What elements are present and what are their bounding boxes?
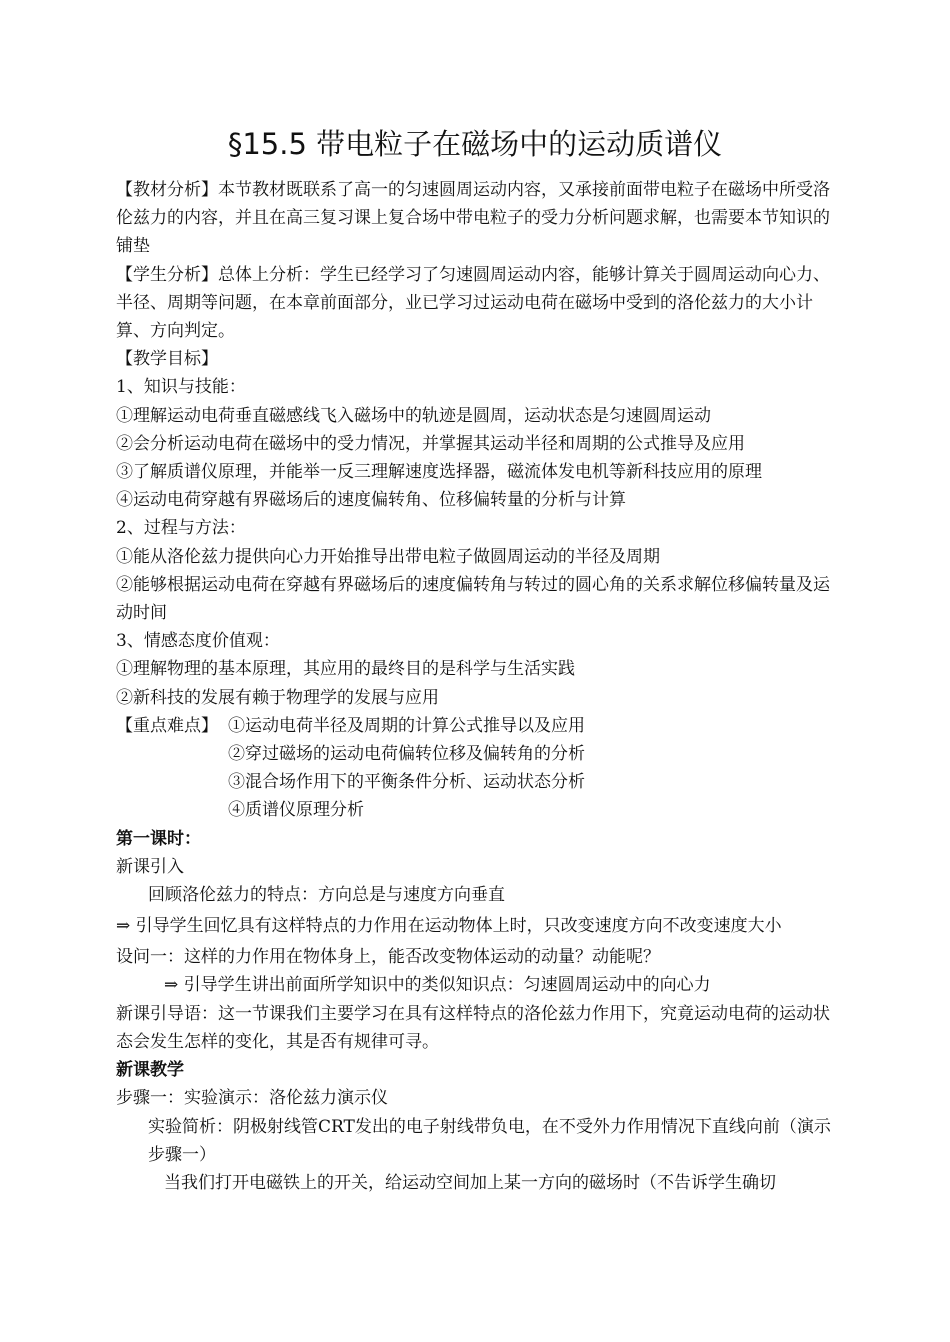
intro-heading: 新课引入 xyxy=(116,856,184,877)
experiment-brief: 实验简析：阴极射线管CRT发出的电子射线带负电，在不受外力作用情况下直线向前（演示步骤一） xyxy=(148,1116,831,1165)
step-text: 步骤一：实验演示：洛伦兹力演示仪 xyxy=(116,1088,388,1109)
goal1-heading: 1、知识与技能： xyxy=(116,377,246,398)
teaching-heading: 新课教学 xyxy=(116,1060,184,1081)
material-analysis: 【教材分析】本节教材既联系了高一的匀速圆周运动内容，又承接前面带电粒子在磁场中所受洛伦兹力的内容，并且在高三复习课上复合场中带电粒子的受力分析问题求解，也需要本节知识的铺垫 xyxy=(116,180,830,257)
student-analysis: 【学生分析】总体上分析：学生已经学习了匀速圆周运动内容，能够计算关于圆周运动向心力、半径、周期等问题，在本章前面部分，业已学习过运动电荷在磁场中受到的洛伦兹力的大小计算、方向判定。 xyxy=(116,264,830,342)
goal3-item: ①理解物理的基本原理，其应用的最终目的是科学与生活实践 xyxy=(116,659,575,680)
review-text: 回顾洛伦兹力的特点：方向总是与速度方向垂直 xyxy=(148,885,505,906)
goal1-item: ②会分析运动电荷在磁场中的受力情况，并掌握其运动半径和周期的公式推导及应用 xyxy=(116,433,745,454)
lesson-heading: 第一课时： xyxy=(116,828,201,849)
key-point-item: ②穿过磁场的运动电荷偏转位移及偏转角的分析 xyxy=(228,744,585,765)
goal2-item: ②能够根据运动电荷在穿越有界磁场后的速度偏转角与转过的圆心角的关系求解位移偏转量及运动时间 xyxy=(116,574,830,624)
key-point-item: ③混合场作用下的平衡条件分析、运动状态分析 xyxy=(228,772,585,793)
document-body xyxy=(116,176,842,1197)
goal2-item: ①能从洛伦兹力提供向心力开始推导出带电粒子做圆周运动的半径及周期 xyxy=(116,546,660,567)
goal1-item: ④运动电荷穿越有界磁场后的速度偏转角、位移偏转量的分析与计算 xyxy=(116,490,626,511)
lead-text: 新课引导语：这一节课我们主要学习在具有这样特点的洛伦兹力作用下，究竟运动电荷的运动状态会发生怎样的变化，其是否有规律可寻。 xyxy=(116,1003,830,1052)
goal3-heading: 3、情感态度价值观： xyxy=(116,631,280,652)
key-points xyxy=(116,712,842,825)
document-title: §15.5 带电粒子在磁场中的运动质谱仪 xyxy=(227,127,723,161)
key-points-label: 【重点难点】 xyxy=(116,715,218,736)
goal2-heading: 2、过程与方法： xyxy=(116,518,246,539)
guide-text-2: ⇒ 引导学生讲出前面所学知识中的类似知识点：匀速圆周运动中的向心力 xyxy=(164,975,711,996)
continuation-text: 当我们打开电磁铁上的开关，给运动空间加上某一方向的磁场时（不告诉学生确切 xyxy=(164,1172,776,1193)
key-point-item: ①运动电荷半径及周期的计算公式推导以及应用 xyxy=(228,715,585,736)
goals-heading: 【教学目标】 xyxy=(116,349,218,370)
guide-text: ⇒ 引导学生回忆具有这样特点的力作用在运动物体上时，只改变速度方向不改变速度大小 xyxy=(116,916,782,937)
goal1-item: ③了解质谱仪原理，并能举一反三理解速度选择器，磁流体发电机等新科技应用的原理 xyxy=(116,462,762,483)
key-points-list xyxy=(228,712,842,825)
goal3-item: ②新科技的发展有赖于物理学的发展与应用 xyxy=(116,687,439,708)
goal1-item: ①理解运动电荷垂直磁感线飞入磁场中的轨迹是圆周，运动状态是匀速圆周运动 xyxy=(116,405,711,426)
key-point-item: ④质谱仪原理分析 xyxy=(228,800,364,821)
question-text: 设问一：这样的力作用在物体身上，能否改变物体运动的动量？动能呢？ xyxy=(116,947,660,968)
